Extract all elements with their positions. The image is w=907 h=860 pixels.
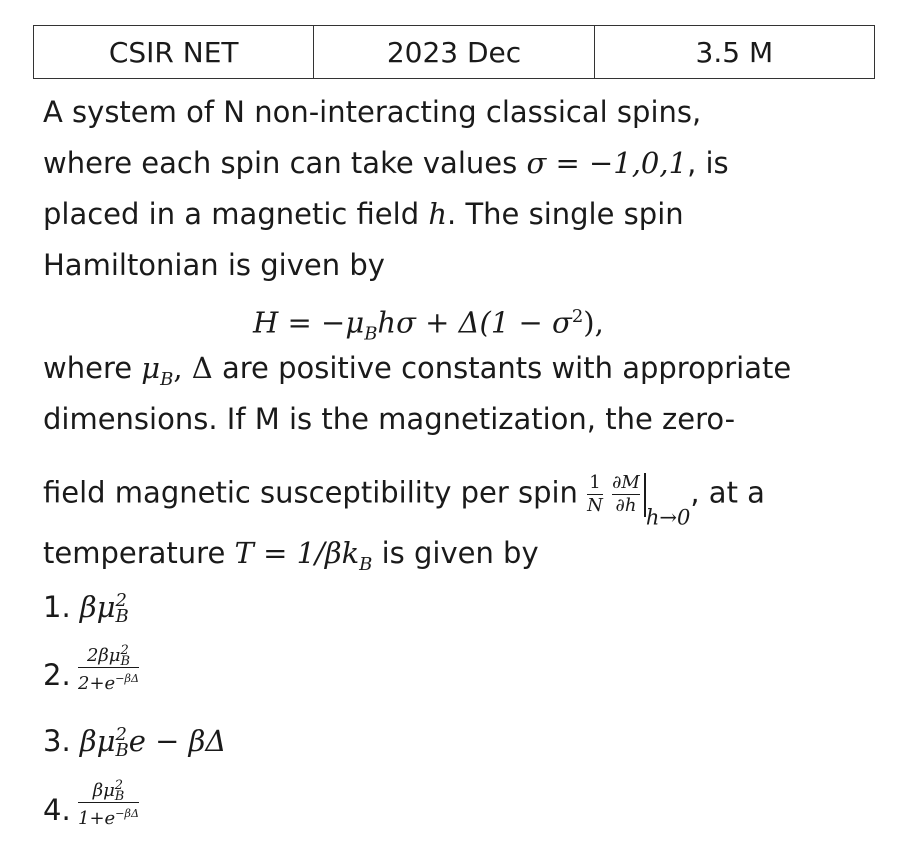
exam-name: CSIR NET [34,26,314,79]
question-line-4: Hamiltonian is given by [43,248,385,282]
header-table [33,25,875,79]
header-row [34,26,875,79]
exam-session: 2023 Dec [314,26,594,79]
limit-subscript: h→0 [645,505,691,530]
question-line-7: field magnetic susceptibility per spin $\frac{1}{N}$ $\frac{\partial M}{\partial h}$ $_{h\to 0}$, at a [43,472,765,530]
fraction-one-over-n: $\frac{1}{N}$ [587,472,603,516]
field-symbol: h [428,197,448,231]
option-1: 1. βμ 2 B [43,590,129,627]
option-3: 3. βμ 2 B e − βΔ [43,724,227,761]
question-line-3: placed in a magnetic field h. The single spin [43,197,684,231]
marks: 3.5 M [594,26,874,79]
question-line-8: temperature $T = 1/\beta k_B$ is given by [43,536,539,575]
option-4-fraction: βμ 2 B $1+e^{-\beta\Delta}$ [78,778,140,829]
question-line-5: where $\mu_B$, Δ are positive constants with appropriate [43,351,792,390]
question-line-2: where each spin can take values σ = −1,0,1, is [43,146,729,180]
partial-derivative: $\frac{\partial M}{\partial h}$ [612,472,640,516]
hamiltonian-equation: $H = -\mu_Bh\sigma + \Delta(1 - \sigma^2)$, [253,305,604,345]
spin-values: σ = −1,0,1 [526,146,688,180]
option-2-fraction: 2βμ 2 B $2+e^{-\beta\Delta}$ [78,643,140,694]
question-line-6: dimensions. If M is the magnetization, the zero- [43,402,736,436]
question-line-1: A system of N non-interacting classical spins, [43,95,702,129]
